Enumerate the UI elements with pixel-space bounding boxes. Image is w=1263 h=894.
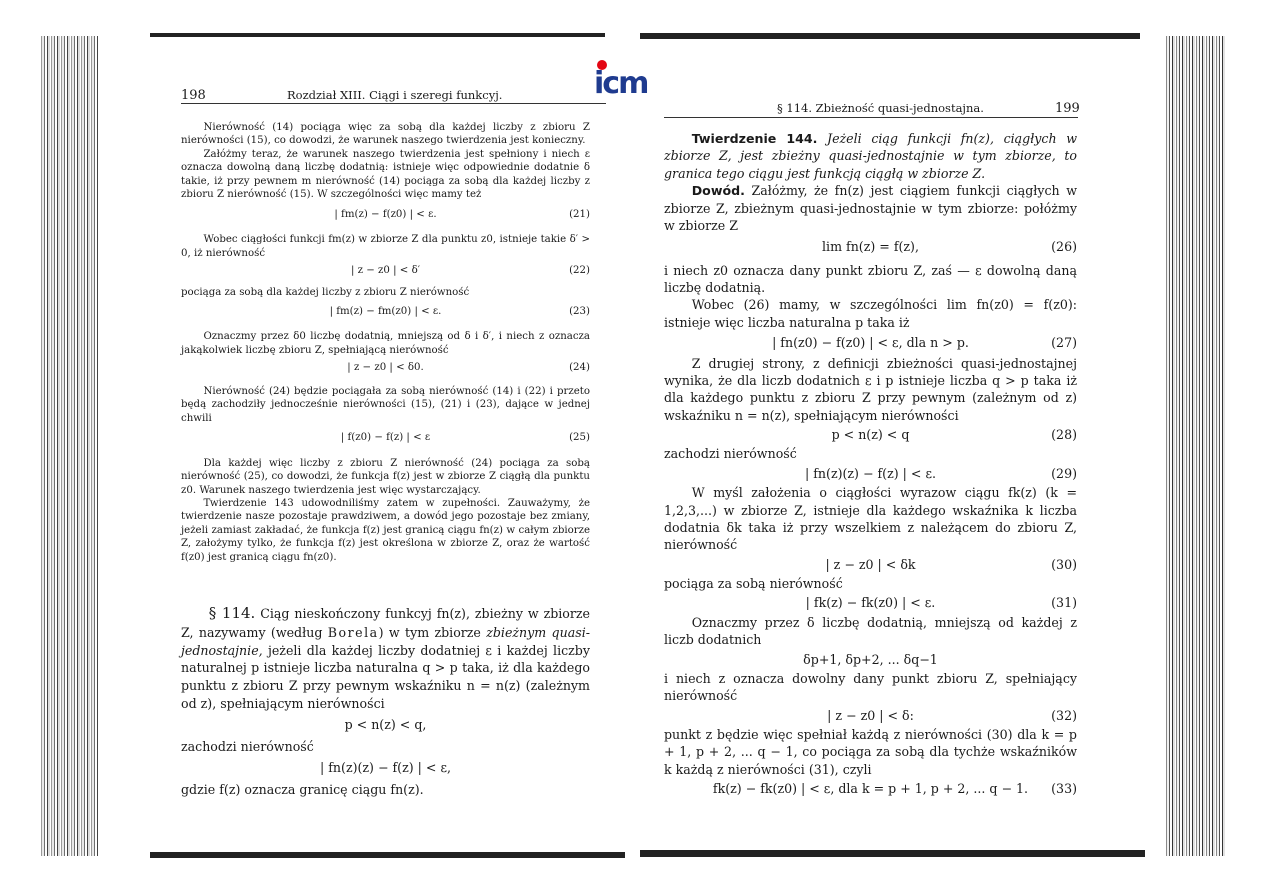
left-body-small	[181, 121, 590, 564]
paragraph: pociąga za sobą dla każdej liczby z zbioru Z nierówność	[181, 286, 470, 298]
paragraph: Twierdzenie 143 udowodniliśmy zatem w zupełności. Zauważymy, że twierdzenie nasze pozostaje prawdziwem, a dowód jego pozostaje bez zmiany, jeżeli zamiast zakładać, że funkcja f(z) jest granicą ciągu fn(z) w całym zbiorze Z, założymy tylko, że funkcja f(z) jest określona w zbiorze Z, oraz że wartość f(z0) jest granicą ciągu fn(z0).	[181, 497, 590, 563]
paragraph: Załóżmy teraz, że warunek naszego twierdzenia jest spełniony i niech ε oznacza dowolną daną liczbę dodatnią: istnieje więc odpowiednie dodatnie δ takie, iż przy pewnem m nierówność (14) pociąga za sobą dla każdej liczby z zbioru Z nierówność (15). W szczególności więc mamy też	[181, 148, 590, 201]
running-head-right: § 114. Zbieżność quasi-jednostajna.	[777, 101, 984, 115]
header-rule-left	[181, 103, 606, 104]
section-text: jeżeli dla każdej liczby dodatniej ε i każdej liczby naturalnej p istnieje liczba naturalna q > p taka, iż dla każdego punktu z zbioru Z przy pewnym wskaźniku n = n(z) (zależnym od z), spełniającym nierówności	[181, 642, 590, 711]
paragraph: Oznaczmy przez δ0 liczbę dodatnią, mniejszą od δ i δ′, i niech z oznacza jakąkolwiek liczbę zbioru Z, spełniającą nierówność	[181, 331, 590, 356]
equation-text: | fn(z)(z) − f(z) | < ε,	[320, 760, 451, 776]
proof-label: Dowód.	[691, 183, 745, 199]
paragraph: pociąga za sobą nierówność	[664, 576, 843, 591]
equation-number: (30)	[1051, 556, 1077, 572]
equation-text: p < n(z) < q	[831, 427, 910, 442]
scan-bar-bottom-right	[640, 850, 1145, 857]
paragraph: punkt z będzie więc spełniał każdą z nierówności (30) dla k = p + 1, p + 2, ... q − 1, co pociąga za sobą dla tychże wskaźników k każdą z nierówności (31), czyli	[664, 727, 1077, 777]
equation-number: (26)	[1051, 239, 1077, 255]
scan-bar-top-right	[640, 33, 1140, 39]
equation-section-2	[181, 759, 590, 777]
defined-term: zbieżnym quasi-jednostajnie,	[181, 625, 590, 658]
equation-text: | z − z0 | < δ:	[827, 707, 914, 723]
page-number-right: 199	[1055, 101, 1080, 116]
paragraph: Wobec (26) mamy, w szczególności lim fn(z0) = f(z0): istnieje więc liczba naturalna p taka iż	[664, 297, 1077, 330]
paragraph: zachodzi nierówność	[181, 738, 314, 754]
equation-text: | fn(z)(z) − f(z) | < ε.	[805, 465, 936, 481]
equation-number: (23)	[569, 305, 590, 317]
equation-text: lim fn(z) = f(z),	[822, 239, 919, 255]
equation-text: | z − z0 | < δk	[825, 556, 916, 572]
equation-25	[181, 431, 590, 444]
equation-text: | fn(z0) − f(z0) | < ε, dla n > p.	[772, 335, 969, 351]
paragraph: zachodzi nierówność	[664, 446, 797, 462]
equation-32	[664, 707, 1077, 724]
paragraph: Z drugiej strony, z definicji zbieżności quasi-jednostajnej wynika, że dla liczb dodatnich ε i p istnieje liczba q > p taka iż dla każdego punktu z zbioru Z przy pewnym (zależnym od z) wskaźniku n = n(z), spełniającym nierówności	[664, 355, 1077, 423]
equation-delta-list	[664, 651, 1077, 668]
paragraph: i niech z oznacza dowolny dany punkt zbioru Z, spełniający nierówność	[664, 670, 1077, 704]
section-paragraph	[181, 603, 590, 712]
section-number: § 114.	[208, 604, 256, 622]
page-number-left: 198	[181, 88, 206, 103]
scan-edge-right	[1165, 36, 1225, 856]
logo-text: icm	[594, 66, 648, 101]
equation-23	[181, 305, 590, 318]
equation-number: (25)	[569, 432, 590, 444]
paragraph: i niech z0 oznacza dany punkt zbioru Z, zaś — ε dowolną daną liczbę dodatnią.	[664, 262, 1077, 295]
equation-33	[664, 780, 1077, 797]
paragraph: Dla każdej więc liczby z zbioru Z nierówność (24) pociąga za sobą nierówność (25), co dowodzi, że funkcja f(z) jest w zbiorze Z ciągłą dla punktu z0. Warunek naszego twierdzenia jest więc wystarczający.	[181, 457, 590, 496]
equation-30	[664, 556, 1077, 573]
equation-text: | fm(z) − f(z0) | < ε.	[334, 208, 437, 220]
equation-number: (33)	[1051, 781, 1077, 797]
scan-edge-left	[40, 36, 98, 856]
equation-27	[664, 334, 1077, 351]
equation-number: (29)	[1051, 465, 1077, 481]
equation-text: | fm(z) − fm(z0) | < ε.	[329, 305, 442, 317]
equation-number: (31)	[1051, 595, 1077, 611]
equation-text: | f(z0) − f(z) | < ε	[340, 432, 431, 444]
equation-text: fk(z) − fk(z0) | < ε, dla k = p + 1, p + 2, ... q − 1.	[712, 781, 1029, 797]
section-text: ) w tym zbiorze	[378, 625, 481, 640]
header-rule-right	[664, 117, 1078, 118]
equation-text: δp+1, δp+2, ... δq−1	[803, 651, 938, 667]
equation-number: (32)	[1051, 707, 1077, 723]
equation-28	[664, 426, 1077, 443]
equation-number: (21)	[569, 208, 590, 220]
theorem-label: Twierdzenie 144.	[691, 131, 818, 146]
right-body	[664, 130, 1077, 800]
scan-bar-top-left	[150, 33, 605, 37]
equation-22	[181, 264, 590, 277]
equation-text: | z − z0 | < δ0.	[347, 362, 424, 374]
equation-section-1	[181, 716, 590, 734]
equation-number: (27)	[1051, 335, 1077, 351]
theorem	[664, 130, 1077, 182]
paragraph: Nierówność (24) będzie pociągała za sobą nierówność (14) i (22) i przeto będą zachodziły jednocześnie nierówności (15), (21) i (23), dające w jednej chwili	[181, 385, 590, 424]
equation-26	[664, 238, 1077, 255]
proof	[664, 182, 1077, 234]
author-name: Borela	[327, 625, 379, 640]
paragraph: W myśl założenia o ciągłości wyrazow ciągu fk(z) (k = 1,2,3,...) w zbiorze Z, istnieje dla każdego wskaźnika k liczba dodatnia δk taka iż przy wszelkiem z należącem do zbioru Z, nierówność	[664, 485, 1077, 553]
paragraph: Nierówność (14) pociąga więc za sobą dla każdej liczby z zbioru Z nierówności (15), co dowodzi, że warunek naszego twierdzenia jest konieczny.	[181, 122, 590, 147]
equation-24	[181, 361, 590, 374]
section-text: Ciąg nieskończony funkcyj fn(z), zbieżny w zbiorze Z, nazywamy (według	[181, 606, 590, 640]
running-head-left: Rozdział XIII. Ciągi i szeregi funkcyj.	[287, 88, 503, 102]
proof-body: Załóżmy, że fn(z) jest ciągiem funkcji ciągłych w zbiorze Z, zbieżnym quasi-jednostajnie w tym zbiorze: połóżmy w zbiorze Z	[664, 183, 1077, 233]
equation-21	[181, 208, 590, 221]
paragraph: gdzie f(z) oznacza granicę ciągu fn(z).	[181, 782, 424, 797]
equation-text: p < n(z) < q,	[344, 717, 427, 733]
paragraph: Oznaczmy przez δ liczbę dodatnią, mniejszą od każdej z liczb dodatnich	[664, 614, 1077, 648]
equation-number: (24)	[569, 362, 590, 374]
paragraph: Wobec ciągłości funkcji fm(z) w zbiorze Z dla punktu z0, istnieje takie δ′ > 0, iż nierówność	[181, 234, 590, 259]
theorem-body: Jeżeli ciąg funkcji fn(z), ciągłych w zbiorze Z, jest zbieżny quasi-jednostajnie w tym zbiorze, to granica tego ciągu jest funkcją ciągłą w zbiorze Z.	[664, 131, 1077, 181]
equation-text: | z − z0 | < δ′	[350, 265, 421, 277]
scan-bar-bottom-left	[150, 852, 625, 858]
icm-logo	[594, 60, 666, 104]
equation-number: (22)	[569, 265, 590, 277]
equation-29	[664, 465, 1077, 482]
left-section-114	[181, 603, 590, 799]
equation-number: (28)	[1051, 427, 1077, 442]
equation-31	[664, 594, 1077, 611]
equation-text: | fk(z) − fk(z0) | < ε.	[805, 595, 936, 611]
